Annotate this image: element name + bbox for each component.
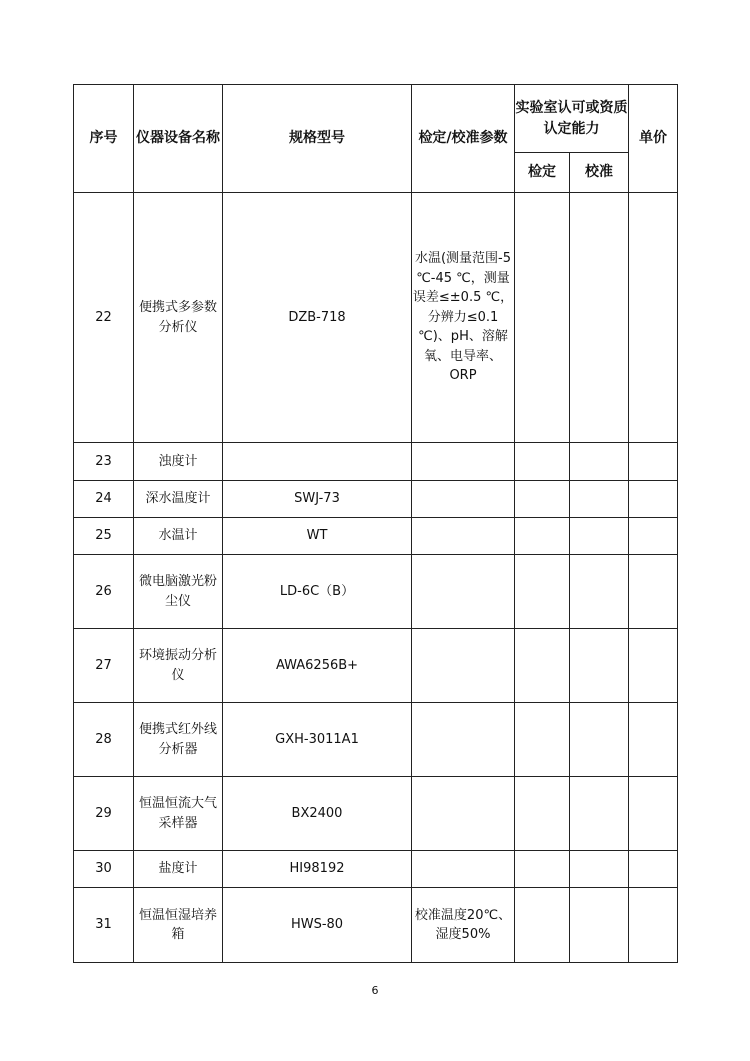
cell-verify	[515, 518, 570, 555]
cell-model: GXH-3011A1	[223, 703, 412, 777]
header-name: 仪器设备名称	[134, 85, 223, 193]
cell-verify	[515, 443, 570, 481]
header-seq: 序号	[74, 85, 134, 193]
cell-price	[629, 777, 678, 851]
cell-seq: 24	[74, 481, 134, 518]
cell-model: LD-6C（B）	[223, 555, 412, 629]
cell-params	[412, 481, 515, 518]
cell-price	[629, 193, 678, 443]
cell-name: 水温计	[134, 518, 223, 555]
cell-verify	[515, 629, 570, 703]
cell-params: 校准温度20℃、湿度50%	[412, 888, 515, 963]
cell-verify	[515, 481, 570, 518]
cell-price	[629, 443, 678, 481]
cell-model: AWA6256B+	[223, 629, 412, 703]
cell-seq: 31	[74, 888, 134, 963]
cell-price	[629, 888, 678, 963]
cell-model: BX2400	[223, 777, 412, 851]
cell-model: HWS-80	[223, 888, 412, 963]
cell-verify	[515, 555, 570, 629]
cell-seq: 27	[74, 629, 134, 703]
cell-name: 深水温度计	[134, 481, 223, 518]
table-row	[74, 193, 678, 443]
table-row	[74, 518, 678, 555]
cell-params	[412, 851, 515, 888]
table-row	[74, 629, 678, 703]
cell-name: 恒温恒湿培养箱	[134, 888, 223, 963]
cell-calibrate	[570, 518, 629, 555]
cell-seq: 23	[74, 443, 134, 481]
table-row	[74, 851, 678, 888]
cell-params	[412, 555, 515, 629]
header-capability: 实验室认可或资质认定能力	[515, 85, 629, 153]
header-calibrate: 校准	[570, 153, 629, 193]
cell-calibrate	[570, 481, 629, 518]
cell-seq: 30	[74, 851, 134, 888]
cell-verify	[515, 888, 570, 963]
cell-params: 水温(测量范围-5 ℃-45 ℃，测量误差≤±0.5 ℃，分辨力≤0.1 ℃)、pH、溶解氧、电导率、ORP	[412, 193, 515, 443]
cell-name: 环境振动分析仪	[134, 629, 223, 703]
header-model: 规格型号	[223, 85, 412, 193]
equipment-table	[73, 84, 678, 963]
cell-params	[412, 629, 515, 703]
cell-price	[629, 703, 678, 777]
cell-price	[629, 481, 678, 518]
table-row	[74, 443, 678, 481]
cell-calibrate	[570, 851, 629, 888]
cell-price	[629, 851, 678, 888]
cell-verify	[515, 193, 570, 443]
table-header	[74, 85, 678, 193]
header-verify: 检定	[515, 153, 570, 193]
cell-calibrate	[570, 703, 629, 777]
cell-verify	[515, 851, 570, 888]
cell-name: 恒温恒流大气采样器	[134, 777, 223, 851]
cell-model: SWJ-73	[223, 481, 412, 518]
cell-seq: 26	[74, 555, 134, 629]
cell-calibrate	[570, 193, 629, 443]
cell-params	[412, 443, 515, 481]
cell-name: 便携式多参数分析仪	[134, 193, 223, 443]
table-row	[74, 555, 678, 629]
cell-model: WT	[223, 518, 412, 555]
header-price: 单价	[629, 85, 678, 193]
cell-calibrate	[570, 777, 629, 851]
page-number: 6	[371, 984, 379, 997]
cell-seq: 29	[74, 777, 134, 851]
cell-calibrate	[570, 443, 629, 481]
cell-name: 盐度计	[134, 851, 223, 888]
cell-calibrate	[570, 629, 629, 703]
cell-params	[412, 518, 515, 555]
cell-calibrate	[570, 888, 629, 963]
cell-name: 浊度计	[134, 443, 223, 481]
cell-name: 微电脑激光粉尘仪	[134, 555, 223, 629]
cell-verify	[515, 703, 570, 777]
cell-seq: 22	[74, 193, 134, 443]
cell-seq: 28	[74, 703, 134, 777]
cell-params	[412, 777, 515, 851]
cell-name: 便携式红外线分析器	[134, 703, 223, 777]
cell-model	[223, 443, 412, 481]
table-row	[74, 777, 678, 851]
cell-model: HI98192	[223, 851, 412, 888]
cell-params	[412, 703, 515, 777]
cell-verify	[515, 777, 570, 851]
cell-price	[629, 518, 678, 555]
table-row	[74, 481, 678, 518]
cell-model: DZB-718	[223, 193, 412, 443]
table-row	[74, 888, 678, 963]
cell-price	[629, 629, 678, 703]
table-row	[74, 703, 678, 777]
cell-price	[629, 555, 678, 629]
header-params: 检定/校准参数	[412, 85, 515, 193]
cell-calibrate	[570, 555, 629, 629]
cell-seq: 25	[74, 518, 134, 555]
